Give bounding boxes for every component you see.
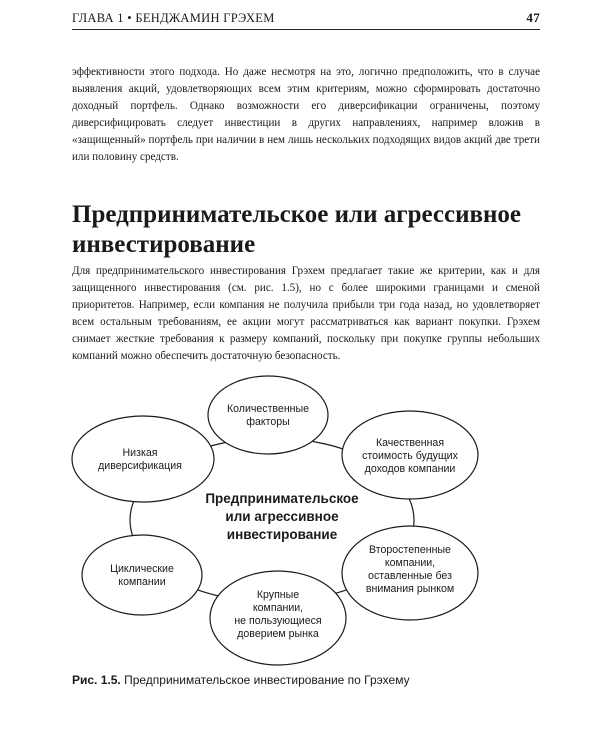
node-top-left-line-2: диверсификация xyxy=(98,460,182,472)
node-top-right-line-3: доходов компании xyxy=(364,463,456,475)
chapter-title: ГЛАВА 1 • БЕНДЖАМИН ГРЭХЕМ xyxy=(72,11,275,25)
body-paragraph-1: эффективности этого подхода. Но даже несмотря на это, логично предположить, что в случае выявления акций, удовлетворяющих всем этим критериям, можно сформировать достаточно доходный портфель. Однако возможности его диверсификации ограничены, поэтому диверсифицировать следует инвестиции в других направлениях, например вложив в «защищенный» портфель при наличии в нем лишь нескольких подходящих видов акций две трети или половину средств. xyxy=(72,66,540,163)
caption-text: Предпринимательское инвестирование по Грэхему xyxy=(124,673,410,687)
node-top-right-line-1: Качественная xyxy=(375,437,445,449)
node-bottom-line-3: не пользующиеся xyxy=(234,615,322,627)
node-bottom-right-line-2: компании, xyxy=(384,557,436,569)
center-label-line-3: инвестирование xyxy=(226,527,338,542)
running-header xyxy=(72,9,540,30)
page-number: 47 xyxy=(526,10,540,25)
node-top-right-line-2: стоимость будущих xyxy=(362,450,458,462)
figure-diagram xyxy=(0,372,600,667)
node-bottom-line-2: компании, xyxy=(252,602,304,614)
figure-caption xyxy=(72,673,540,687)
section-heading: Предпринимательское или агрессивное инвестирование xyxy=(72,201,521,258)
node-bottom-right-line-1: Второстепенные xyxy=(369,544,451,556)
node-bottom-left-line-2: компании xyxy=(118,576,166,588)
center-label-line-2: или агрессивное xyxy=(225,509,339,524)
node-top-left-line-1: Низкая xyxy=(122,447,158,459)
center-label-line-1: Предпринимательское xyxy=(205,491,359,506)
node-bottom-left-ellipse xyxy=(82,535,202,615)
node-bottom-line-1: Крупные xyxy=(256,589,300,601)
node-bottom-line-4: доверием рынка xyxy=(237,628,319,640)
node-bottom-right-line-4: внимания рынком xyxy=(365,583,455,595)
node-bottom-right-line-3: оставленные без xyxy=(368,570,452,582)
body-paragraph-2: Для предпринимательского инвестирования Грэхем предлагает такие же критерии, как и для защищенного инвестирования (см. рис. 1.5), но с более широкими границами и сменой приоритетов. Например, если компания не получила прибыли три года назад, но удовлетворяет всем остальным требованиям, ее акции могут рассматриваться как вариант покупки. Грэхем снимает жесткие требования к размеру компаний, поскольку при покупке группы небольших компаний можно обеспечить достаточную безопасность. xyxy=(72,265,540,362)
node-top-line-1: Количественные xyxy=(226,403,310,415)
node-top-left-ellipse xyxy=(72,416,214,502)
caption-label: Рис. 1.5. xyxy=(72,673,121,687)
node-top-ellipse xyxy=(208,376,328,454)
node-bottom-left-line-1: Циклические xyxy=(110,563,174,575)
node-top-line-2: факторы xyxy=(246,416,290,428)
